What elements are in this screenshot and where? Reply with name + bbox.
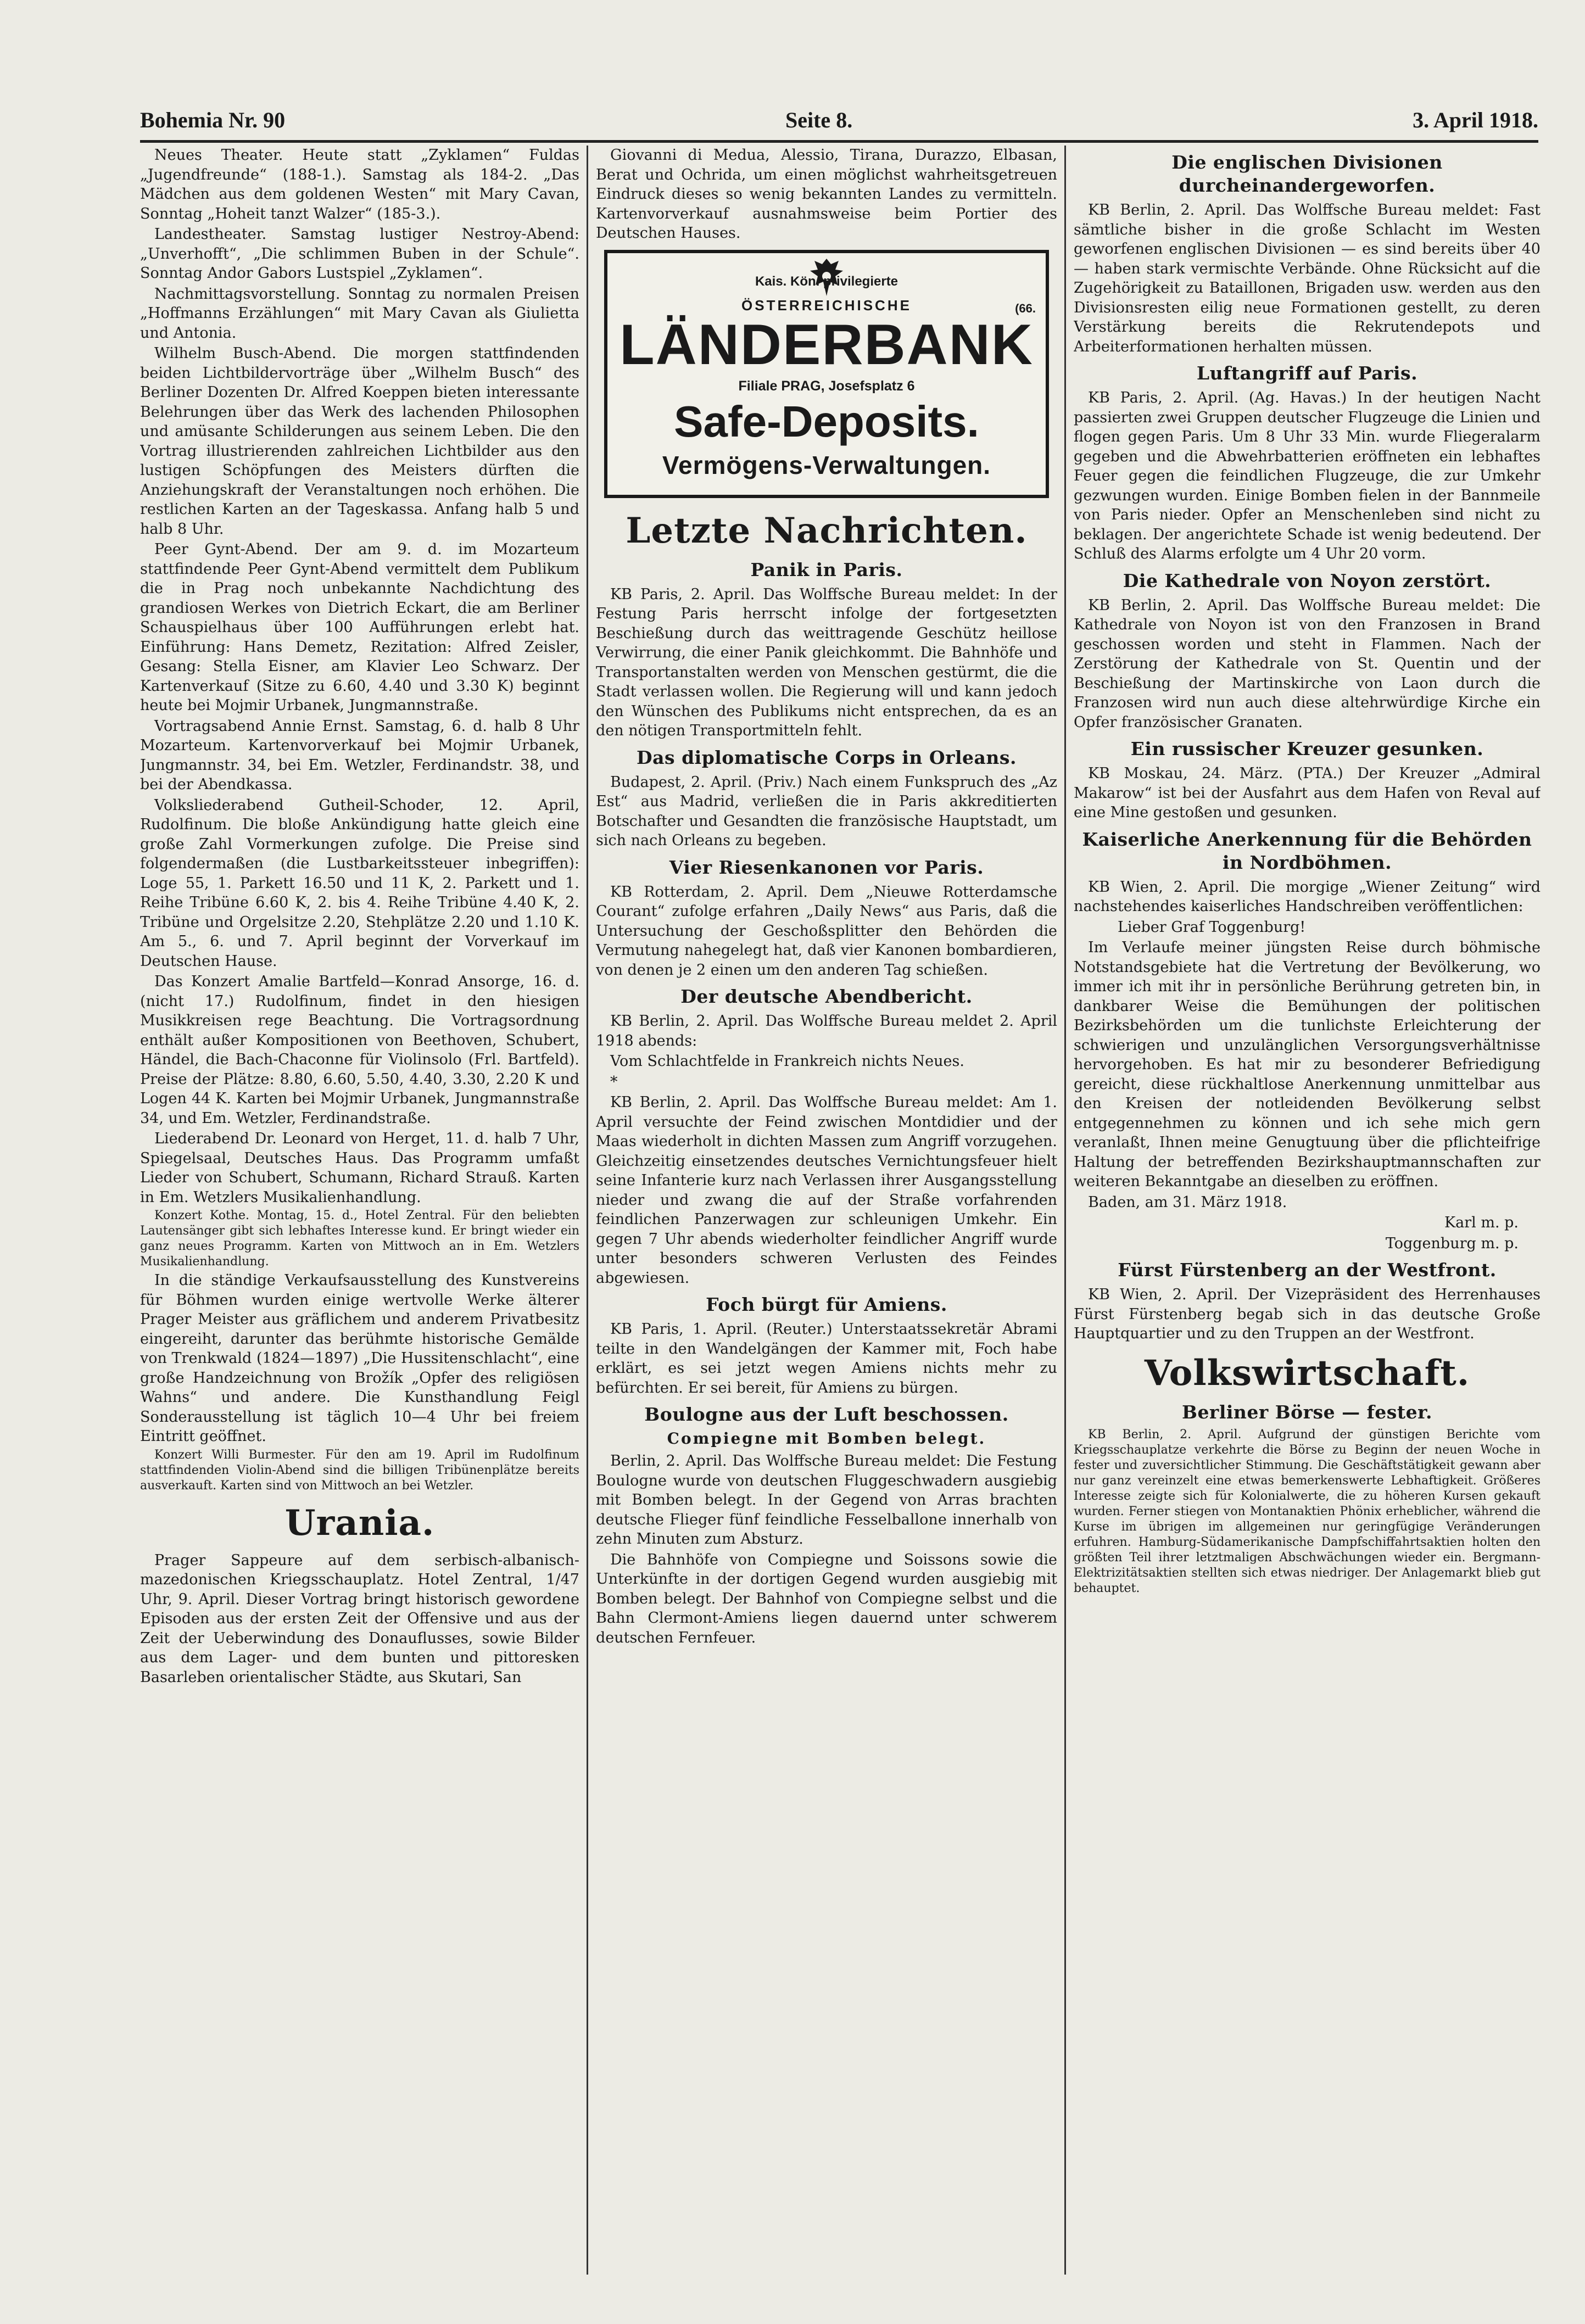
article-headline: Die Kathedrale von Noyon zerstört. [1123, 569, 1492, 591]
column-2 [596, 146, 1057, 2275]
article-paragraph: Baden, am 31. März 1918. [1088, 1193, 1287, 1211]
article-headline: Kaiserliche Anerkennung für die Behörden in Nordböhmen. [1082, 828, 1532, 873]
laenderbank-advertisement [604, 250, 1049, 498]
section-heading: Volkswirtschaft. [1144, 1352, 1470, 1394]
article-paragraph: Die Bahnhöfe von Compiegne und Soissons sowie die Unterkünfte in der dortigen Gegend wurden ausgiebig mit Bomben belegt. Der Bahnhof von Compiegne selbst und die Bahn Clermont-Amiens liegen dauernd unter schwerem deutschen Fernfeuer. [596, 1551, 1057, 1646]
column-rule-1 [587, 146, 588, 2275]
article-subheadline: Compiegne mit Bomben belegt. [667, 1429, 986, 1448]
article-paragraph: Toggenburg m. p. [1385, 1234, 1519, 1252]
column-3 [1074, 146, 1541, 2275]
article-paragraph: Vom Schlachtfelde in Frankreich nichts Neues. [610, 1053, 964, 1070]
article-headline: Boulogne aus der Luft beschossen. [644, 1404, 1009, 1425]
article-paragraph: KB Berlin, 2. April. Das Wolffsche Bureau meldet 2. April 1918 abends: [596, 1013, 1057, 1049]
masthead [140, 107, 1538, 143]
article-paragraph: KB Berlin, 2. April. Das Wolffsche Bureau meldet: Fast sämtliche bisher in die große Schlacht im Westen geworfenen englischen Divisionen — es sind bereits über 40 — haben stark vermischte Verbände. Ohne Rücksicht auf die Zugehörigkeit zu Bataillonen, Brigaden usw. werden aus den Divisionsresten eilig neue Formationen gestellt, zu deren Verstärkung bereits die Rekrutendepots und Arbeiterformationen herhalten müssen. [1074, 202, 1541, 355]
article-paragraph: Peer Gynt-Abend. Der am 9. d. im Mozarteum stattfindende Peer Gynt-Abend vermittelt dem Publikum die in Prag noch unbekannte Nachdichtung des grandiosen Werkes von Dietrich Eckart, die am Berliner Schauspielhaus über 100 Aufführungen erlebt hat. Einführung: Hans Demetz, Rezitation: Alfred Zeisler, Gesang: Stella Eisner, am Klavier Leo Schwarz. Der Kartenverkauf (Sitze zu 6.60, 4.40 und 3.30 K) beginnt heute bei Mojmir Urbanek, Jungmannstraße. [140, 541, 579, 714]
article-headline: Der deutsche Abendbericht. [680, 986, 973, 1007]
article-headline: Luftangriff auf Paris. [1196, 362, 1418, 384]
masthead-title: Bohemia Nr. 90 [140, 108, 286, 132]
article-paragraph: Prager Sappeure auf dem serbisch-albanisch-mazedonischen Kriegsschauplatz. Hotel Zentral, 1/47 Uhr, 9. April. Dieser Vortrag bringt historisch gewordene Episoden aus der ersten Zeit der Offensive und aus der Zeit der Ueberwindung des Donauflusses, sowie Bilder aus dem Lager- und dem bunten und pittoresken Basarleben orientalischer Städte, aus Skutari, San [140, 1551, 579, 1686]
article-paragraph: Budapest, 2. April. (Priv.) Nach einem Funkspruch des „Az Est“ aus Madrid, verließen die in Paris akkreditierten Botschafter und Gesandten die französische Hauptstadt, um sich nach Orleans zu begeben. [596, 773, 1057, 849]
column-1 [140, 146, 579, 2275]
masthead-date: 3. April 1918. [1413, 108, 1538, 132]
article-paragraph: KB Wien, 2. April. Die morgige „Wiener Zeitung“ wird nachstehendes kaiserliches Handschreiben veröffentlichen: [1074, 878, 1541, 915]
article-paragraph: KB Berlin, 2. April. Das Wolffsche Bureau meldet: Am 1. April versuchte der Feind zwischen Montdidier und der Maas wiederholt in dichten Massen zum Angriff vorzugehen. Gleichzeitig einsetzendes deutsches Vernichtungsfeuer hielt seine Infanterie kurz nach Verlassen ihrer Ausgangsstellung nieder und zwang die auf der Straße vorfahrenden feindlichen Panzerwagen zur schleunigen Umkehr. Ein gegen 7 Uhr abends wiederholter feindlicher Angriff wurde unter besonders schweren Verlusten des Feindes abgewiesen. [596, 1094, 1057, 1287]
ad-privileged-line: Kais. Kön. privilegierte [755, 273, 898, 289]
article-paragraph: Wilhelm Busch-Abend. Die morgen stattfindenden beiden Lichtbildervorträge über „Wilhelm Busch“ des Berliner Dozenten Dr. Alfred Koeppen bieten interessante Belehrungen über das Werk des lachenden Philosophen und amüsante Schilderungen aus seinem Leben. Die den Vortrag illustrierenden zahlreichen Lichtbilder aus den lustigen Schöpfungen des Meisters dürften die Anziehungskraft der Veranstaltungen noch erhöhen. Die restlichen Karten an der Tageskassa. Anfang halb 5 und halb 8 Uhr. [140, 345, 579, 538]
article-paragraph: Das Konzert Amalie Bartfeld—Konrad Ansorge, 16. d. (nicht 17.) Rudolfinum, findet in den hiesigen Musikkreisen rege Beachtung. Die Vortragsordnung enthält außer Kompositionen von Beethoven, Schubert, Händel, die Bach-Chaconne für Violinsolo (Frl. Bartfeld). Preise der Plätze: 8.80, 6.60, 5.50, 4.40, 3.30, 2.20 K und Logen 44 K. Karten bei Mojmir Urbanek, Jungmannstraße 34, und Em. Wetzler, Ferdinandstraße. [140, 973, 579, 1127]
article-paragraph: KB Moskau, 24. März. (PTA.) Der Kreuzer „Admiral Makarow“ ist bei der Ausfahrt aus dem Hafen von Reval auf eine Mine gestoßen und gesunken. [1074, 765, 1541, 821]
article-paragraph: KB Paris, 1. April. (Reuter.) Unterstaatssekretär Abrami teilte in den Wandelgängen der Kammer mit, Foch habe erklärt, es sei jetzt wegen Amiens nichts mehr zu befürchten. Er sei bereit, für Amiens zu bürgen. [596, 1321, 1057, 1396]
article-paragraph: Volksliederabend Gutheil-Schoder, 12. April, Rudolfinum. Die bloße Ankündigung hatte gleich eine große Zahl Vormerkungen zufolge. Die Preise sind folgendermaßen (die Lustbarkeitssteuer inbegriffen): Loge 55, 1. Parkett 16.50 und 11 K, 2. Parkett und 1. Reihe Tribüne 6.60 K, 2. bis 4. Reihe Tribüne 4.40 K, 2. Tribüne und Orgelsitze 2.20, Stehplätze 2.20 und 1.10 K. Am 5., 6. und 7. April beginnt der Vorverkauf im Deutschen Hause. [140, 796, 579, 970]
article-paragraph: Landestheater. Samstag lustiger Nestroy-Abend: „Unverhofft“, „Die schlimmen Buben in der Schule“. Sonntag Andor Gabors Lustspiel „Zyklamen“. [140, 226, 579, 282]
article-paragraph: Liederabend Dr. Leonard von Herget, 11. d. halb 7 Uhr, Spiegelsaal, Deutsches Haus. Das Programm umfaßt Lieder von Schubert, Schumann, Richard Strauß. Karten in Em. Wetzlers Musikalienhandlung. [140, 1130, 579, 1206]
section-heading: Urania. [284, 1502, 435, 1544]
article-paragraph: KB Paris, 2. April. (Ag. Havas.) In der heutigen Nacht passierten zwei Gruppen deutscher Flugzeuge die Linien und flogen gegen Paris. Um 8 Uhr 33 Min. wurde Fliegeralarm gegeben und die Abwehrbatterien eröffneten ein lebhaftes Feuer gegen die feindlichen Flugzeuge, die zur Umkehr gezwungen wurden. Einige Bomben fielen in der Bannmeile von Paris nieder. Opfer an Menschenleben sind nicht zu beklagen. Der angerichtete Schade ist wenig bedeutend. Der Schluß des Alarms erfolgte um 4 Uhr 20 vorm. [1074, 389, 1541, 562]
article-paragraph: KB Berlin, 2. April. Das Wolffsche Bureau meldet: Die Kathedrale von Noyon ist von den Franzosen in Brand geschossen worden und steht in Flammen. Nach der Zerstörung der Kathedrale von St. Quentin und der Beschießung der Martinskirche von Laon durch die Franzosen wird nun auch diese altehrwürdige Kirche ein Opfer französischer Granaten. [1074, 596, 1541, 731]
article-paragraph: Nachmittagsvorstellung. Sonntag zu normalen Preisen „Hoffmanns Erzählungen“ mit Mary Cavan als Giulietta und Antonia. [140, 285, 579, 342]
article-paragraph: KB Berlin, 2. April. Aufgrund der günstigen Berichte vom Kriegsschauplatze verkehrte die Börse zu Beginn der neuen Woche in fester und zuversichtlicher Stimmung. Die Geschäftstätigkeit gewann aber nur ganz vereinzelt eine etwas bemerkenswerte Lebhaftigkeit. Größeres Interesse zeigte sich für Kolonialwerte, die zu höheren Kursen gekauft wurden. Ferner stiegen von Montanaktien Phönix erheblicher, während die Kurse im übrigen im allgemeinen nur geringfügige Veränderungen erfuhren. Hamburg-Südamerikanische Dampfschiffahrtsaktien holten den größten Teil ihrer letztmaligen Abschwächungen wieder ein. Bergmann-Elektrizitätsaktien stellten sich etwas niedriger. Der Anlagemarkt blieb gut behauptet. [1074, 1427, 1541, 1595]
article-headline: Panik in Paris. [750, 558, 903, 580]
ad-bank-name: LÄNDERBANK [620, 312, 1034, 377]
article-paragraph: KB Wien, 2. April. Der Vizepräsident des Herrenhauses Fürst Fürstenberg begab sich in das deutsche Große Hauptquartier und zu den Truppen an der Westfront. [1074, 1286, 1541, 1342]
ad-safe-deposits: Safe-Deposits. [674, 396, 979, 446]
article-paragraph: KB Paris, 2. April. Das Wolffsche Bureau meldet: In der Festung Paris herrscht infolge der fortgesetzten Beschießung durch das weittragende Geschütz heillose Verwirrung, die einer Panik gleichkommt. Die Bahnhöfe und Transportanstalten werden von Menschen gestürmt, die die Stadt verlassen wollen. Die Regierung will und kann jedoch den Wünschen des Publikums nicht entsprechen, da es an den nötigen Transportmitteln fehlt. [596, 585, 1057, 739]
article-paragraph: Konzert Kothe. Montag, 15. d., Hotel Zentral. Für den beliebten Lautensänger gibt sich lebhaftes Interesse kund. Er bringt wieder ein ganz neues Programm. Karten von Mittwoch an in Em. Wetzlers Musikalienhandlung. [140, 1209, 579, 1269]
article-headline: Berliner Börse — fester. [1182, 1401, 1432, 1423]
section-heading: Letzte Nachrichten. [626, 510, 1028, 551]
article-paragraph: Karl m. p. [1444, 1214, 1519, 1231]
article-paragraph: Lieber Graf Toggenburg! [1118, 918, 1306, 936]
article-headline: Ein russischer Kreuzer gesunken. [1130, 738, 1484, 759]
article-paragraph: Im Verlaufe meiner jüngsten Reise durch böhmische Notstandsgebiete hat die Vertretung der Bevölkerung, wo immer ich mit ihr in persönliche Berührung getreten bin, in dankbarer Weise die Bemühungen der politischen Bezirksbehörden um die tunlichste Erleichterung der schwierigen und unzulänglichen Versorgungsverhältnisse hervorgehoben. Es hat mir zu besonderer Befriedigung gereicht, diese rückhaltlose Anerkennung unmittelbar aus den Kreisen der notleidenden Bevölkerung selbst entgegennehmen zu können und ich sehe mich gern veranlaßt, Ihnen meine Genugtuung über die pflichteifrige Haltung der betreffenden Bezirkshauptmannschaften zur weiteren Bekanntgabe an dieselben zu eröffnen. [1074, 939, 1541, 1190]
page-number: Seite 8. [785, 108, 853, 132]
ad-branch-address: Filiale PRAG, Josefsplatz 6 [738, 378, 915, 394]
article-paragraph: Konzert Willi Burmester. Für den am 19. April im Rudolfinum stattfindenden Violin-Abend sind die billigen Tribünenplätze bereits ausverkauft. Karten sind von Mittwoch an bei Wetzler. [140, 1448, 579, 1493]
ad-asset-management: Vermögens-Verwaltungen. [662, 450, 991, 479]
article-headline: Foch bürgt für Amiens. [706, 1294, 947, 1315]
ad-oesterreichische: ÖSTERREICHISCHE [741, 297, 912, 314]
article-paragraph: * [610, 1073, 618, 1091]
ad-number: (66. [1015, 301, 1036, 315]
article-paragraph: In die ständige Verkaufsausstellung des Kunstvereins für Böhmen wurden einige wertvolle Werke älterer Prager Meister aus gräflichem und anderem Privatbesitz eingereiht, darunter das berühmte historische Gemälde von Trenkwald (1824—1897) „Die Hussitenschlacht“, eine große Handzeichnung von Brožík „Opfer des religiösen Wahns“ und andere. Die Kunsthandlung Feigl Sonderausstellung ist täglich 10—4 Uhr bei freiem Eintritt geöffnet. [140, 1272, 579, 1445]
article-headline: Die englischen Divisionen durcheinandergeworfen. [1171, 152, 1443, 196]
column-rule-2 [1064, 146, 1066, 2275]
article-paragraph: Vortragsabend Annie Ernst. Samstag, 6. d. halb 8 Uhr Mozarteum. Kartenvorverkauf bei Mojmir Urbanek, Jungmannstr. 34, bei Em. Wetzler, Ferdinandstr. 38, und bei der Abendkassa. [140, 717, 579, 793]
article-headline: Das diplomatische Corps in Orleans. [637, 746, 1017, 768]
article-paragraph: KB Rotterdam, 2. April. Dem „Nieuwe Rotterdamsche Courant“ zufolge erfahren „Daily News“ aus Paris, daß die Untersuchung der Geschoßsplitter den Behörden die Vermutung nahegelegt hat, daß vier Kanonen bombardieren, von denen je 2 einen um den anderen Tag schießen. [596, 883, 1057, 979]
article-paragraph: Giovanni di Medua, Alessio, Tirana, Durazzo, Elbasan, Berat und Ochrida, um einen möglichst wahrheitsgetreuen Eindruck dieses so wenig bekannten Landes zu vermitteln. Kartenvorverkauf ausnahmsweise beim Portier des Deutschen Hauses. [596, 147, 1057, 242]
article-paragraph: Berlin, 2. April. Das Wolffsche Bureau meldet: Die Festung Boulogne wurde von deutschen Fluggeschwadern ausgiebig mit Bomben belegt. In der Gegend von Arras brachten deutsche Flieger fünf feindliche Fesselballone innerhalb von zehn Minuten zum Absturz. [596, 1452, 1057, 1548]
article-headline: Fürst Fürstenberg an der Westfront. [1118, 1259, 1497, 1281]
article-headline: Vier Riesenkanonen vor Paris. [669, 856, 984, 878]
article-paragraph: Neues Theater. Heute statt „Zyklamen“ Fuldas „Jugendfreunde“ (188-1.). Samstag als 184-2. „Das Mädchen aus dem goldenen Westen“ mit Mary Cavan, Sonntag „Hoheit tanzt Walzer“ (185-3.). [140, 147, 579, 222]
